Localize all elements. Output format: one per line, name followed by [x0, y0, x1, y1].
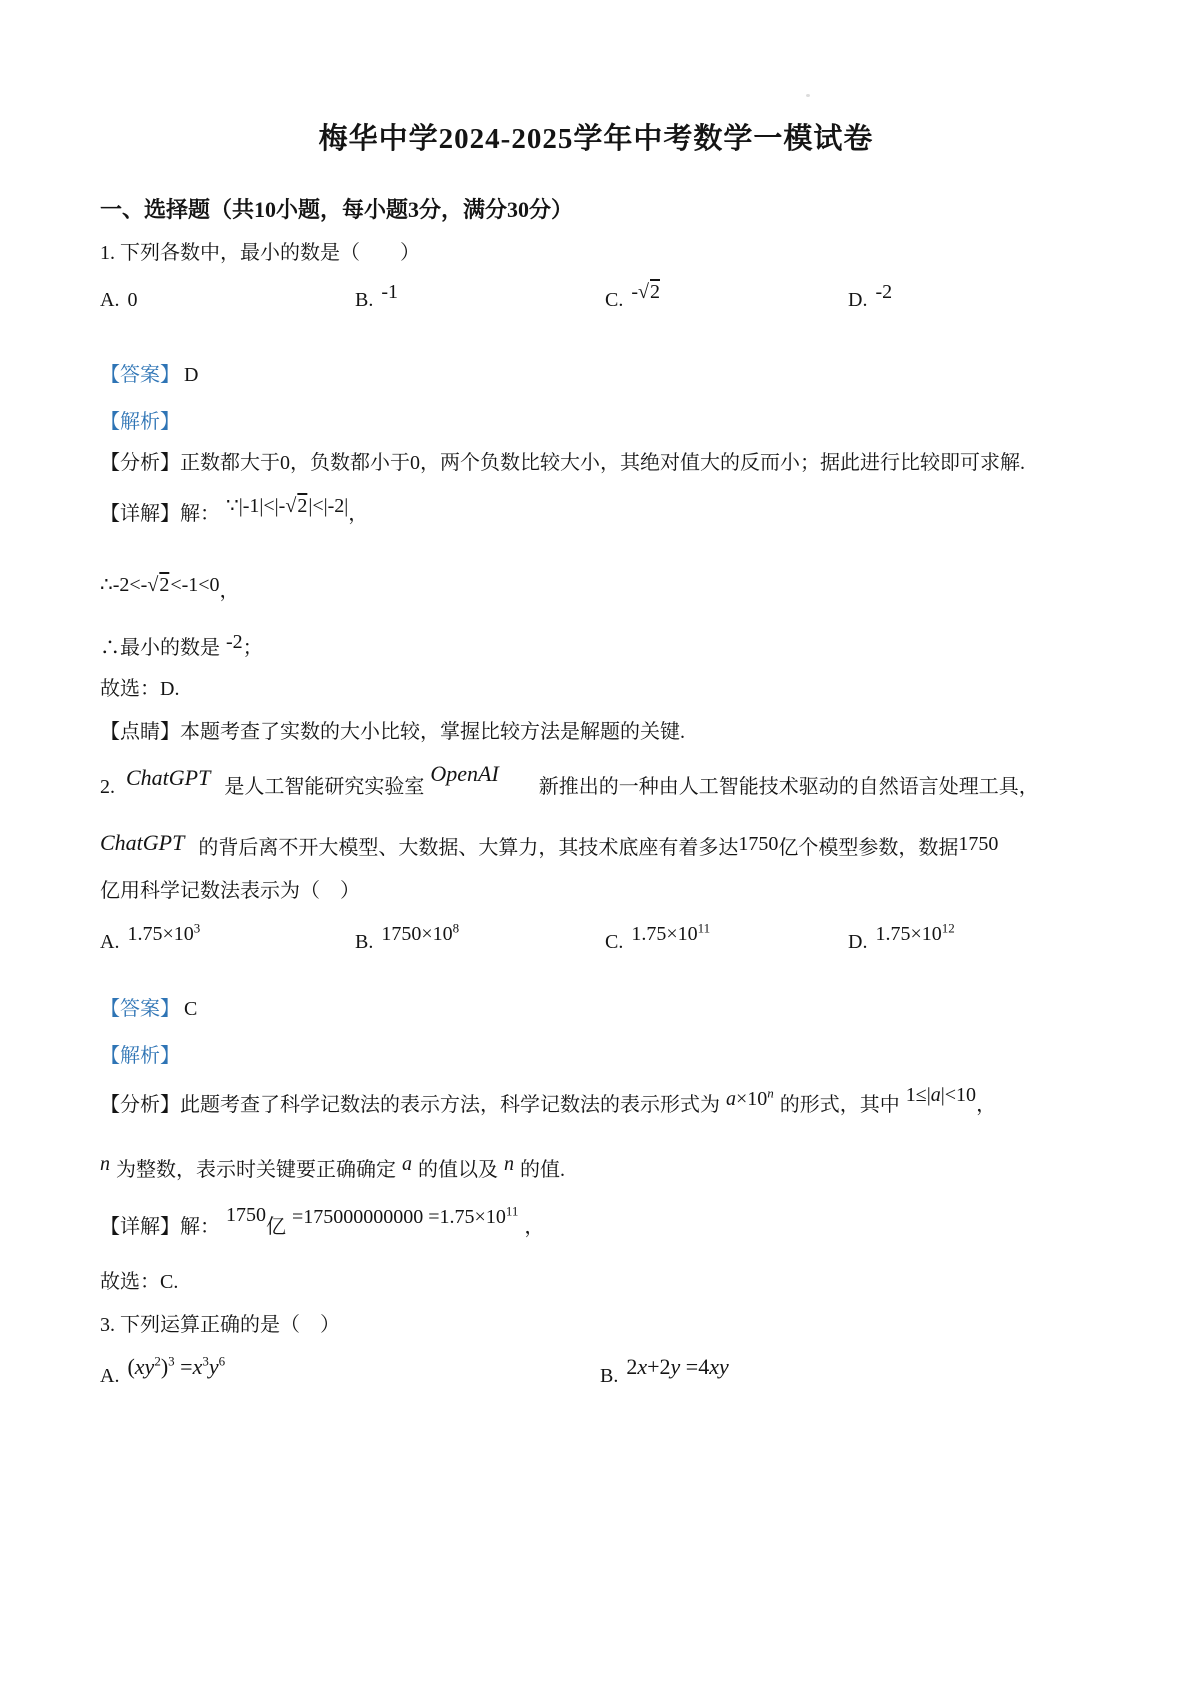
note-tag: 【点睛】: [100, 721, 180, 743]
q2-explain-line: [100, 1043, 1092, 1070]
option-label: A.: [100, 931, 120, 953]
q2-l2a: 的背后离不开大模型、大数据、大算力，其技术底座有着多达: [198, 837, 739, 859]
answer-tag: 【答案】: [100, 998, 180, 1020]
fx-formula-4: a: [402, 1153, 412, 1175]
chatgpt-text: ChatGPT: [126, 765, 211, 790]
q2-analysis-line1: [100, 1082, 1092, 1119]
q1-answer-line: [100, 362, 1092, 389]
explain-tag: 【解析】: [100, 411, 180, 433]
q2-stem-line3: 亿用科学记数法表示为（ ）: [100, 880, 360, 902]
option-label: B.: [600, 1365, 619, 1387]
fx-formula-5: n: [504, 1153, 514, 1175]
option-math: -2: [875, 281, 893, 303]
q3-options: [100, 1353, 1092, 1390]
option-label: D.: [848, 931, 868, 953]
section-header: 一、选择题（共10小题，每小题3分，满分30分）: [100, 197, 574, 222]
q3-stem: 3. 下列运算正确的是（ ）: [100, 1314, 340, 1336]
q1-stem: 1. 下列各数中，最小的数是（ ）: [100, 242, 420, 264]
fx-formula-3: n: [100, 1153, 110, 1175]
fx-formula-2: 1≤|a|<10: [905, 1084, 977, 1106]
detail-lead: 解：: [180, 503, 220, 525]
q1-option-b: [355, 279, 605, 314]
option-math: $1.75\times 10^{11}$: [631, 920, 711, 945]
q2-options: [100, 921, 1092, 956]
fx-text-1: 此题考查了科学记数法的表示方法，科学记数法的表示形式为: [180, 1094, 720, 1116]
option-label: B.: [355, 931, 374, 953]
fx-text-6: 的值.: [520, 1159, 565, 1181]
q1-option-a: [100, 287, 355, 314]
q1-explain-line: [100, 409, 1092, 436]
q2-l1a: 是人工智能研究实验室: [224, 776, 425, 798]
page-title: 梅华中学2024-2025学年中考数学一模试卷: [318, 123, 874, 155]
q2-option-a: [100, 921, 355, 956]
q2-option-b: [355, 921, 605, 956]
detail-lead: 解：: [180, 1216, 220, 1238]
q2-analysis-line2: [100, 1151, 1092, 1184]
q1-option-d: [848, 279, 1092, 314]
q2-stem-line2: [100, 829, 1092, 862]
q2-answer-line: [100, 996, 1092, 1023]
detail-tail: ，: [348, 503, 369, 525]
q2-choose-line: 故选：C.: [100, 1271, 179, 1293]
dt-text-1: 亿: [266, 1216, 286, 1238]
q2-stem-line1: [100, 760, 1092, 801]
fx-text-5: 的值以及: [418, 1159, 498, 1181]
analysis-text: 正数都大于0，负数都小于0，两个负数比较大小，其绝对值大的反而小；据此进行比较即可求解.: [180, 452, 1025, 474]
analysis-tag: 【分析】: [100, 452, 180, 474]
option-math: $(xy^2)^3 =x^3y^6$: [127, 1353, 226, 1379]
q1-step2-line: [100, 629, 1092, 662]
q3-option-b: [600, 1353, 1092, 1390]
dt-tail: ，: [524, 1216, 545, 1238]
dt-formula-2: $=175000000000 =1.75\times 10^{11}$: [292, 1203, 519, 1228]
q1-note-line: [100, 719, 1092, 746]
q2-big-number-2: 1750: [958, 833, 999, 855]
detail-formula: ∵|-1|<|-√2|<|-2|: [226, 495, 349, 517]
answer-value: C: [184, 998, 198, 1020]
q2-detail-line: [100, 1202, 1092, 1241]
dt-formula-1: 1750: [226, 1204, 266, 1226]
q1-detail-line: [100, 493, 1092, 528]
option-label: C.: [605, 931, 624, 953]
fx-formula-1: $a\times 10^n$: [726, 1085, 774, 1110]
detail-tag: 【详解】: [100, 503, 180, 525]
fx-text-2: 的形式，其中: [779, 1094, 900, 1116]
stray-mark: [806, 94, 810, 97]
q1-step1-line: [100, 572, 1092, 605]
option-math: 2x+2y =4xy: [626, 1354, 729, 1379]
q1-option-c: [605, 279, 848, 314]
fx-text-3: ，: [976, 1094, 997, 1116]
option-math: -1: [381, 281, 399, 303]
option-math: 0: [127, 289, 138, 311]
option-math: -√2: [631, 281, 660, 303]
q2-l2b: 亿个模型参数，数据: [778, 837, 959, 859]
step2-tail: ；: [242, 637, 263, 659]
fx-text-4: 为整数，表示时关键要正确确定: [116, 1159, 396, 1181]
q1-options: [100, 279, 1092, 314]
step1-tail: ，: [219, 580, 240, 602]
q2-big-number: 1750: [738, 833, 779, 855]
step1-formula: ∴-2<-√2<-1<0: [100, 574, 220, 596]
q1-analysis-line: [100, 450, 1092, 477]
detail-tag: 【详解】: [100, 1216, 180, 1238]
option-math: $1.75\times 10^3$: [127, 920, 201, 945]
option-math: $1750\times 10^8$: [381, 920, 460, 945]
option-math: $1.75\times 10^{12}$: [875, 920, 955, 945]
note-text: 本题考查了实数的大小比较，掌握比较方法是解题的关键.: [180, 721, 685, 743]
step2-lead: ∴最小的数是: [100, 637, 220, 659]
answer-value: D: [184, 364, 199, 386]
q2-option-d: [848, 921, 1092, 956]
option-label: D.: [848, 289, 868, 311]
analysis-tag: 【分析】: [100, 1094, 180, 1116]
option-label: B.: [355, 289, 374, 311]
q2-number: 2.: [100, 776, 115, 798]
option-label: A.: [100, 289, 120, 311]
q1-choose-line: 故选：D.: [100, 678, 180, 700]
option-label: C.: [605, 289, 624, 311]
q2-l1b: 新推出的一种由人工智能技术驱动的自然语言处理工具，: [538, 776, 1039, 798]
step2-formula: -2: [226, 631, 243, 653]
q2-option-c: [605, 921, 848, 956]
explain-tag: 【解析】: [100, 1045, 180, 1067]
chatgpt-text: ChatGPT: [100, 830, 185, 855]
q3-option-a: [100, 1353, 600, 1390]
answer-tag: 【答案】: [100, 364, 180, 386]
openai-text: OpenAI: [430, 761, 499, 786]
option-label: A.: [100, 1365, 120, 1387]
